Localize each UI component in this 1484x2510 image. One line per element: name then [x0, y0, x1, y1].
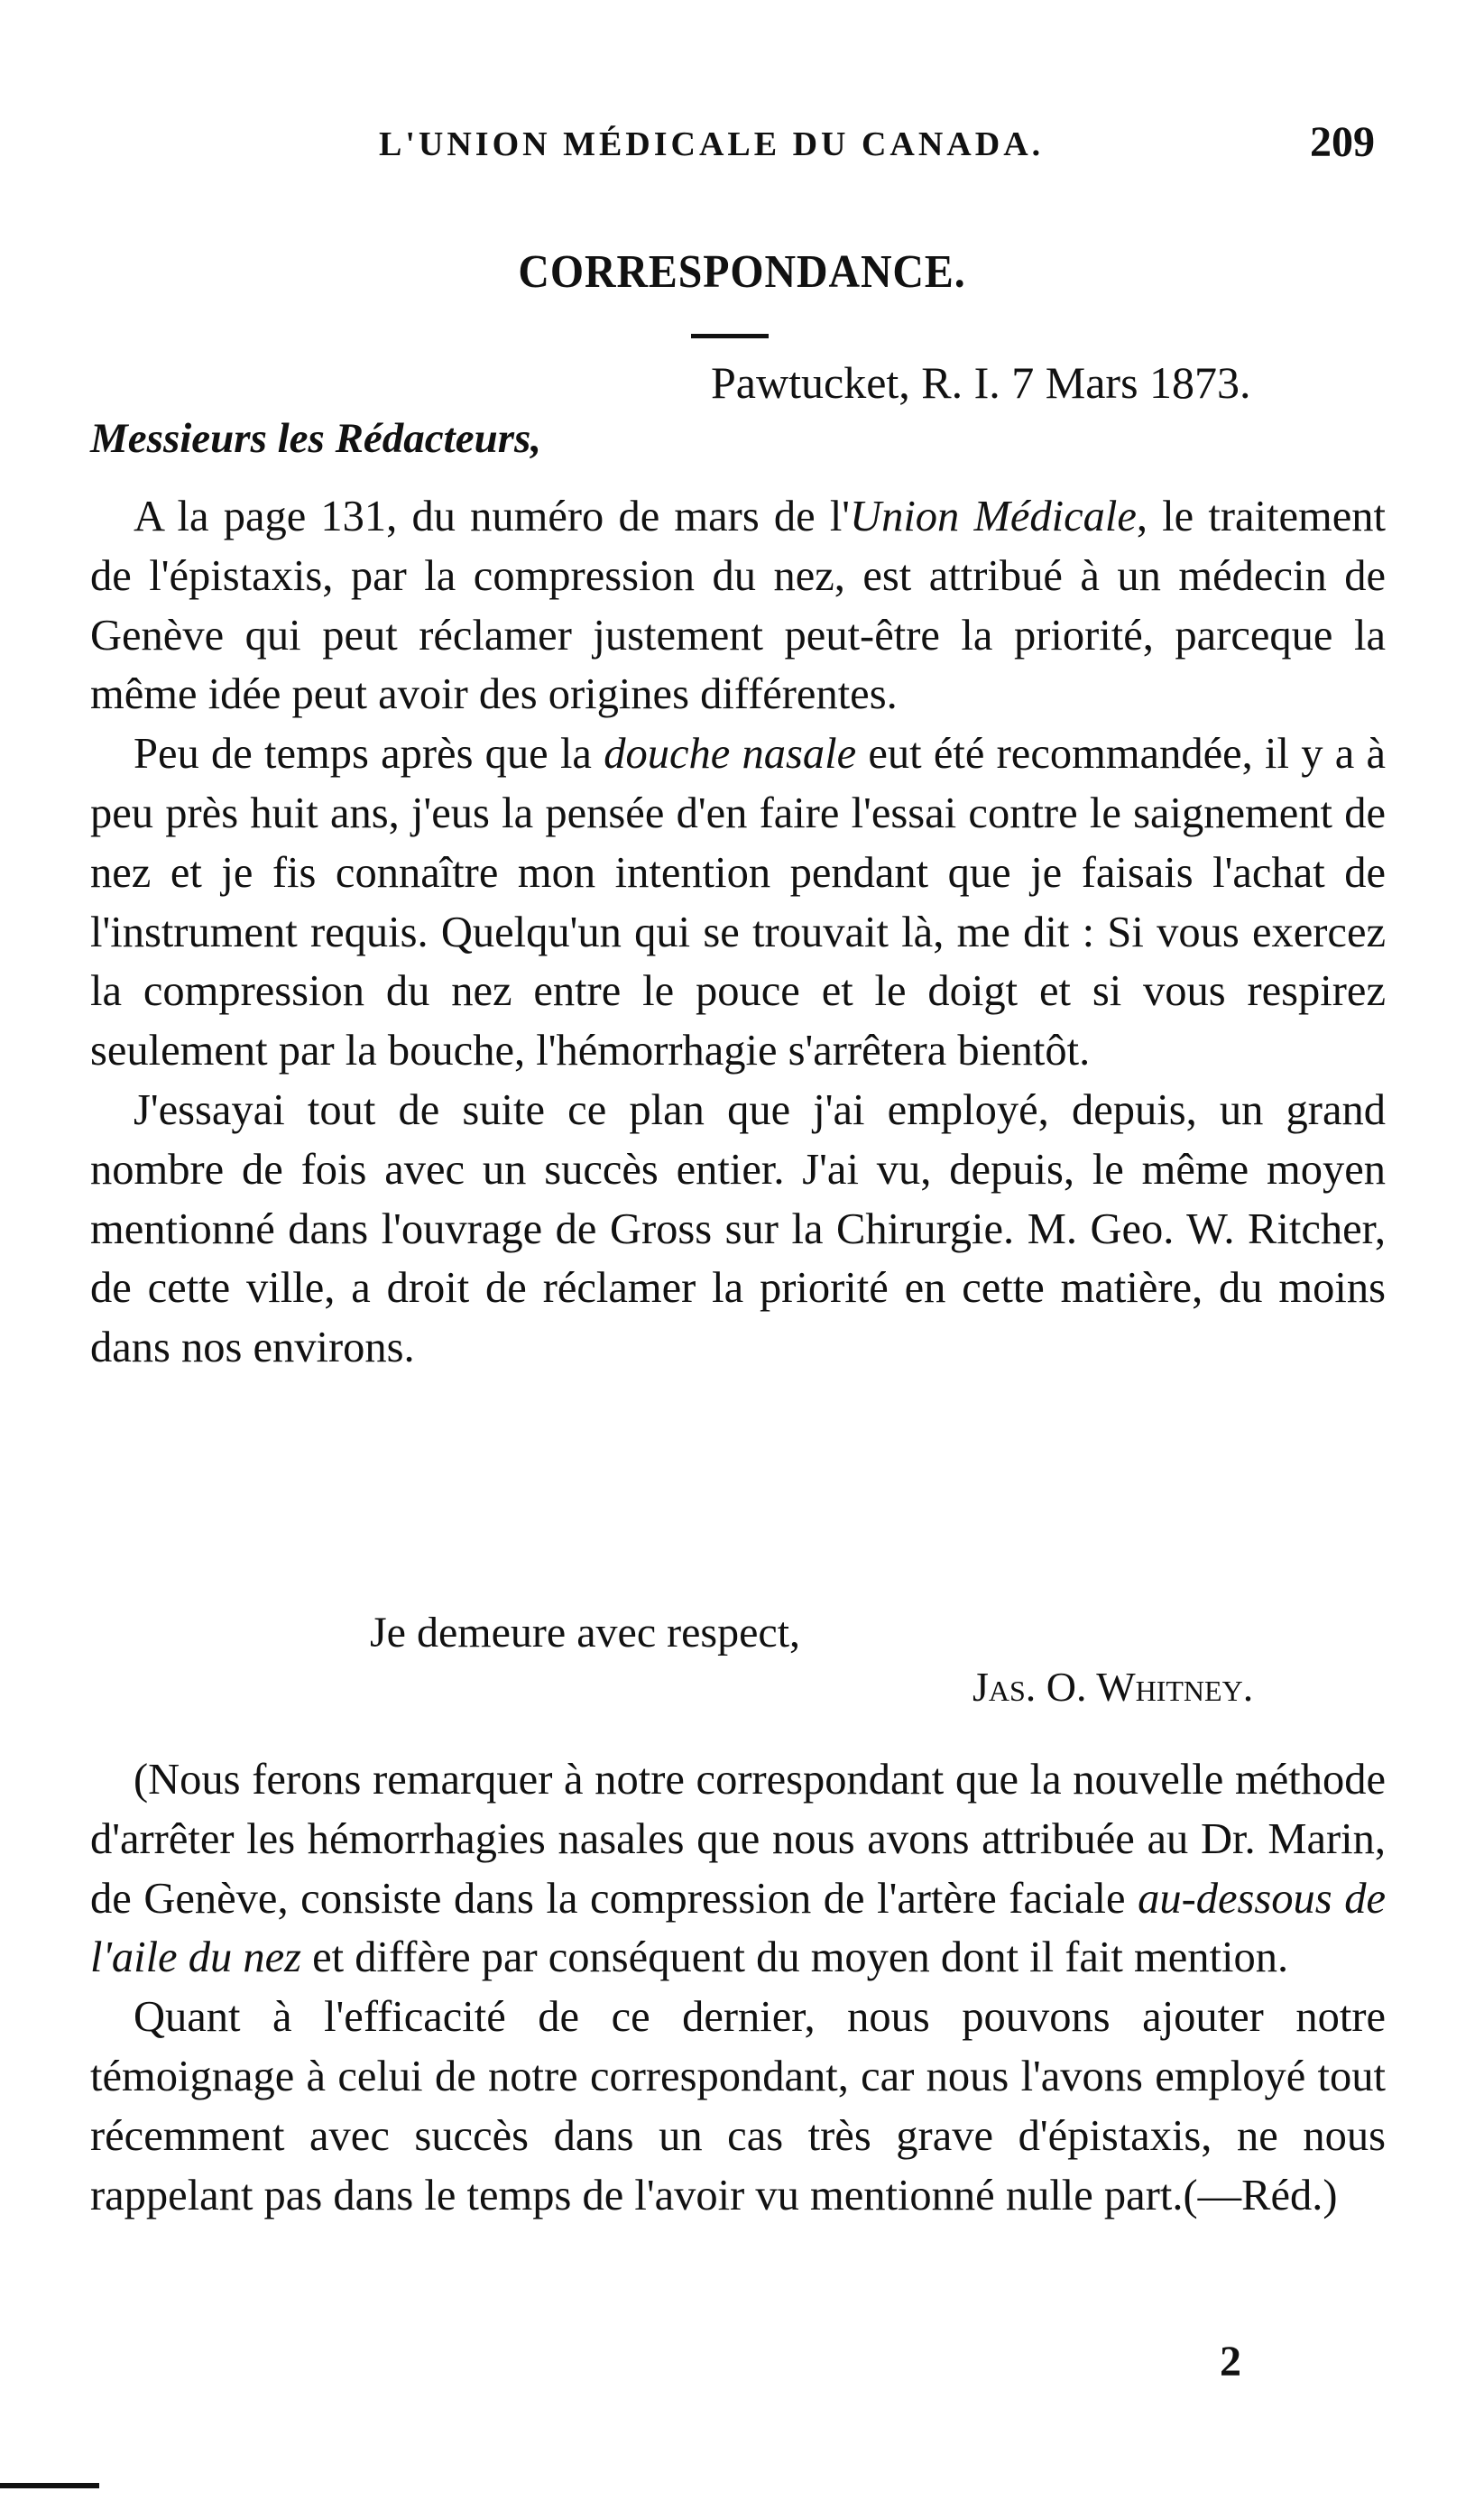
signature-mark: 2 [1220, 2338, 1241, 2385]
reply-paragraph-1: (Nous ferons remarquer à notre correspondant que la nouvelle méthode d'arrêter les hémorrhagies nasales que nous avons attribuée au Dr. Marin, de Genève, consiste dans la compression de l'artère faciale au-dessous de l'aile du nez et diffère par conséquent du moyen dont il fait mention. [90, 1756, 1387, 1982]
bottom-rule [0, 2483, 99, 2488]
italic-term: au-dessous de l'aile du nez [90, 1874, 1387, 1982]
journal-title: Union Médicale [850, 493, 1137, 540]
section-title: CORRESPONDANCE. [518, 246, 966, 298]
running-title: L'UNION MÉDICALE DU CANADA. [379, 125, 1045, 163]
salutation: Messieurs les Rédacteurs, [90, 415, 542, 462]
letter-paragraph-1: A la page 131, du numéro de mars de l'Union Médicale, le traitement de l'épistaxis, par la compression du nez, est attribué à un médecin de Genève qui peut réclamer justement peut-être la priorité, parceque la même idée peut avoir des origines différentes. [90, 493, 1386, 719]
reply-paragraph-2: Quant à l'efficacité de ce dernier, nous pouvons ajouter notre témoignage à celui de notre correspondant, car nous l'avons employé tout récemment avec succès dans un cas très grave d'épistaxis, ne nous rappelant pas dans le temps de l'avoir vu mentionné nulle part.(—Réd.) [90, 1993, 1386, 2219]
dateline: Pawtucket, R. I. 7 Mars 1873. [711, 357, 1251, 408]
letter-closing: Je demeure avec respect, [370, 1609, 801, 1656]
letter-paragraph-2: Peu de temps après que la douche nasale eut été recommandée, il y a à peu près huit ans, j'eus la pensée d'en faire l'essai contre le saignement de nez et je fis connaître mon intention pendant que je faisais l'achat de l'instrument requis. Quelqu'un qui se trouvait là, me dit : Si vous exercez la compression du nez entre le pouce et le doigt et si vous respirez seulement par la bouche, l'hémorrhagie s'arrêtera bientôt. [90, 730, 1386, 1075]
editor-reply [90, 1750, 1386, 2225]
letter-body [90, 487, 1386, 1378]
title-rule [691, 334, 769, 338]
italic-term: douche nasale [604, 730, 857, 779]
letter-paragraph-3: J'essayai tout de suite ce plan que j'ai employé, depuis, un grand nombre de fois avec un succès entier. J'ai vu, depuis, le même moyen mentionné dans l'ouvrage de Gross sur la Chirurgie. M. Geo. W. Ritcher, de cette ville, a droit de réclamer la priorité en cette matière, du moins dans nos environs. [90, 1085, 1386, 1372]
letter-signature: Jas. O. Whitney. [972, 1664, 1254, 1710]
page-number: 209 [1310, 118, 1375, 166]
